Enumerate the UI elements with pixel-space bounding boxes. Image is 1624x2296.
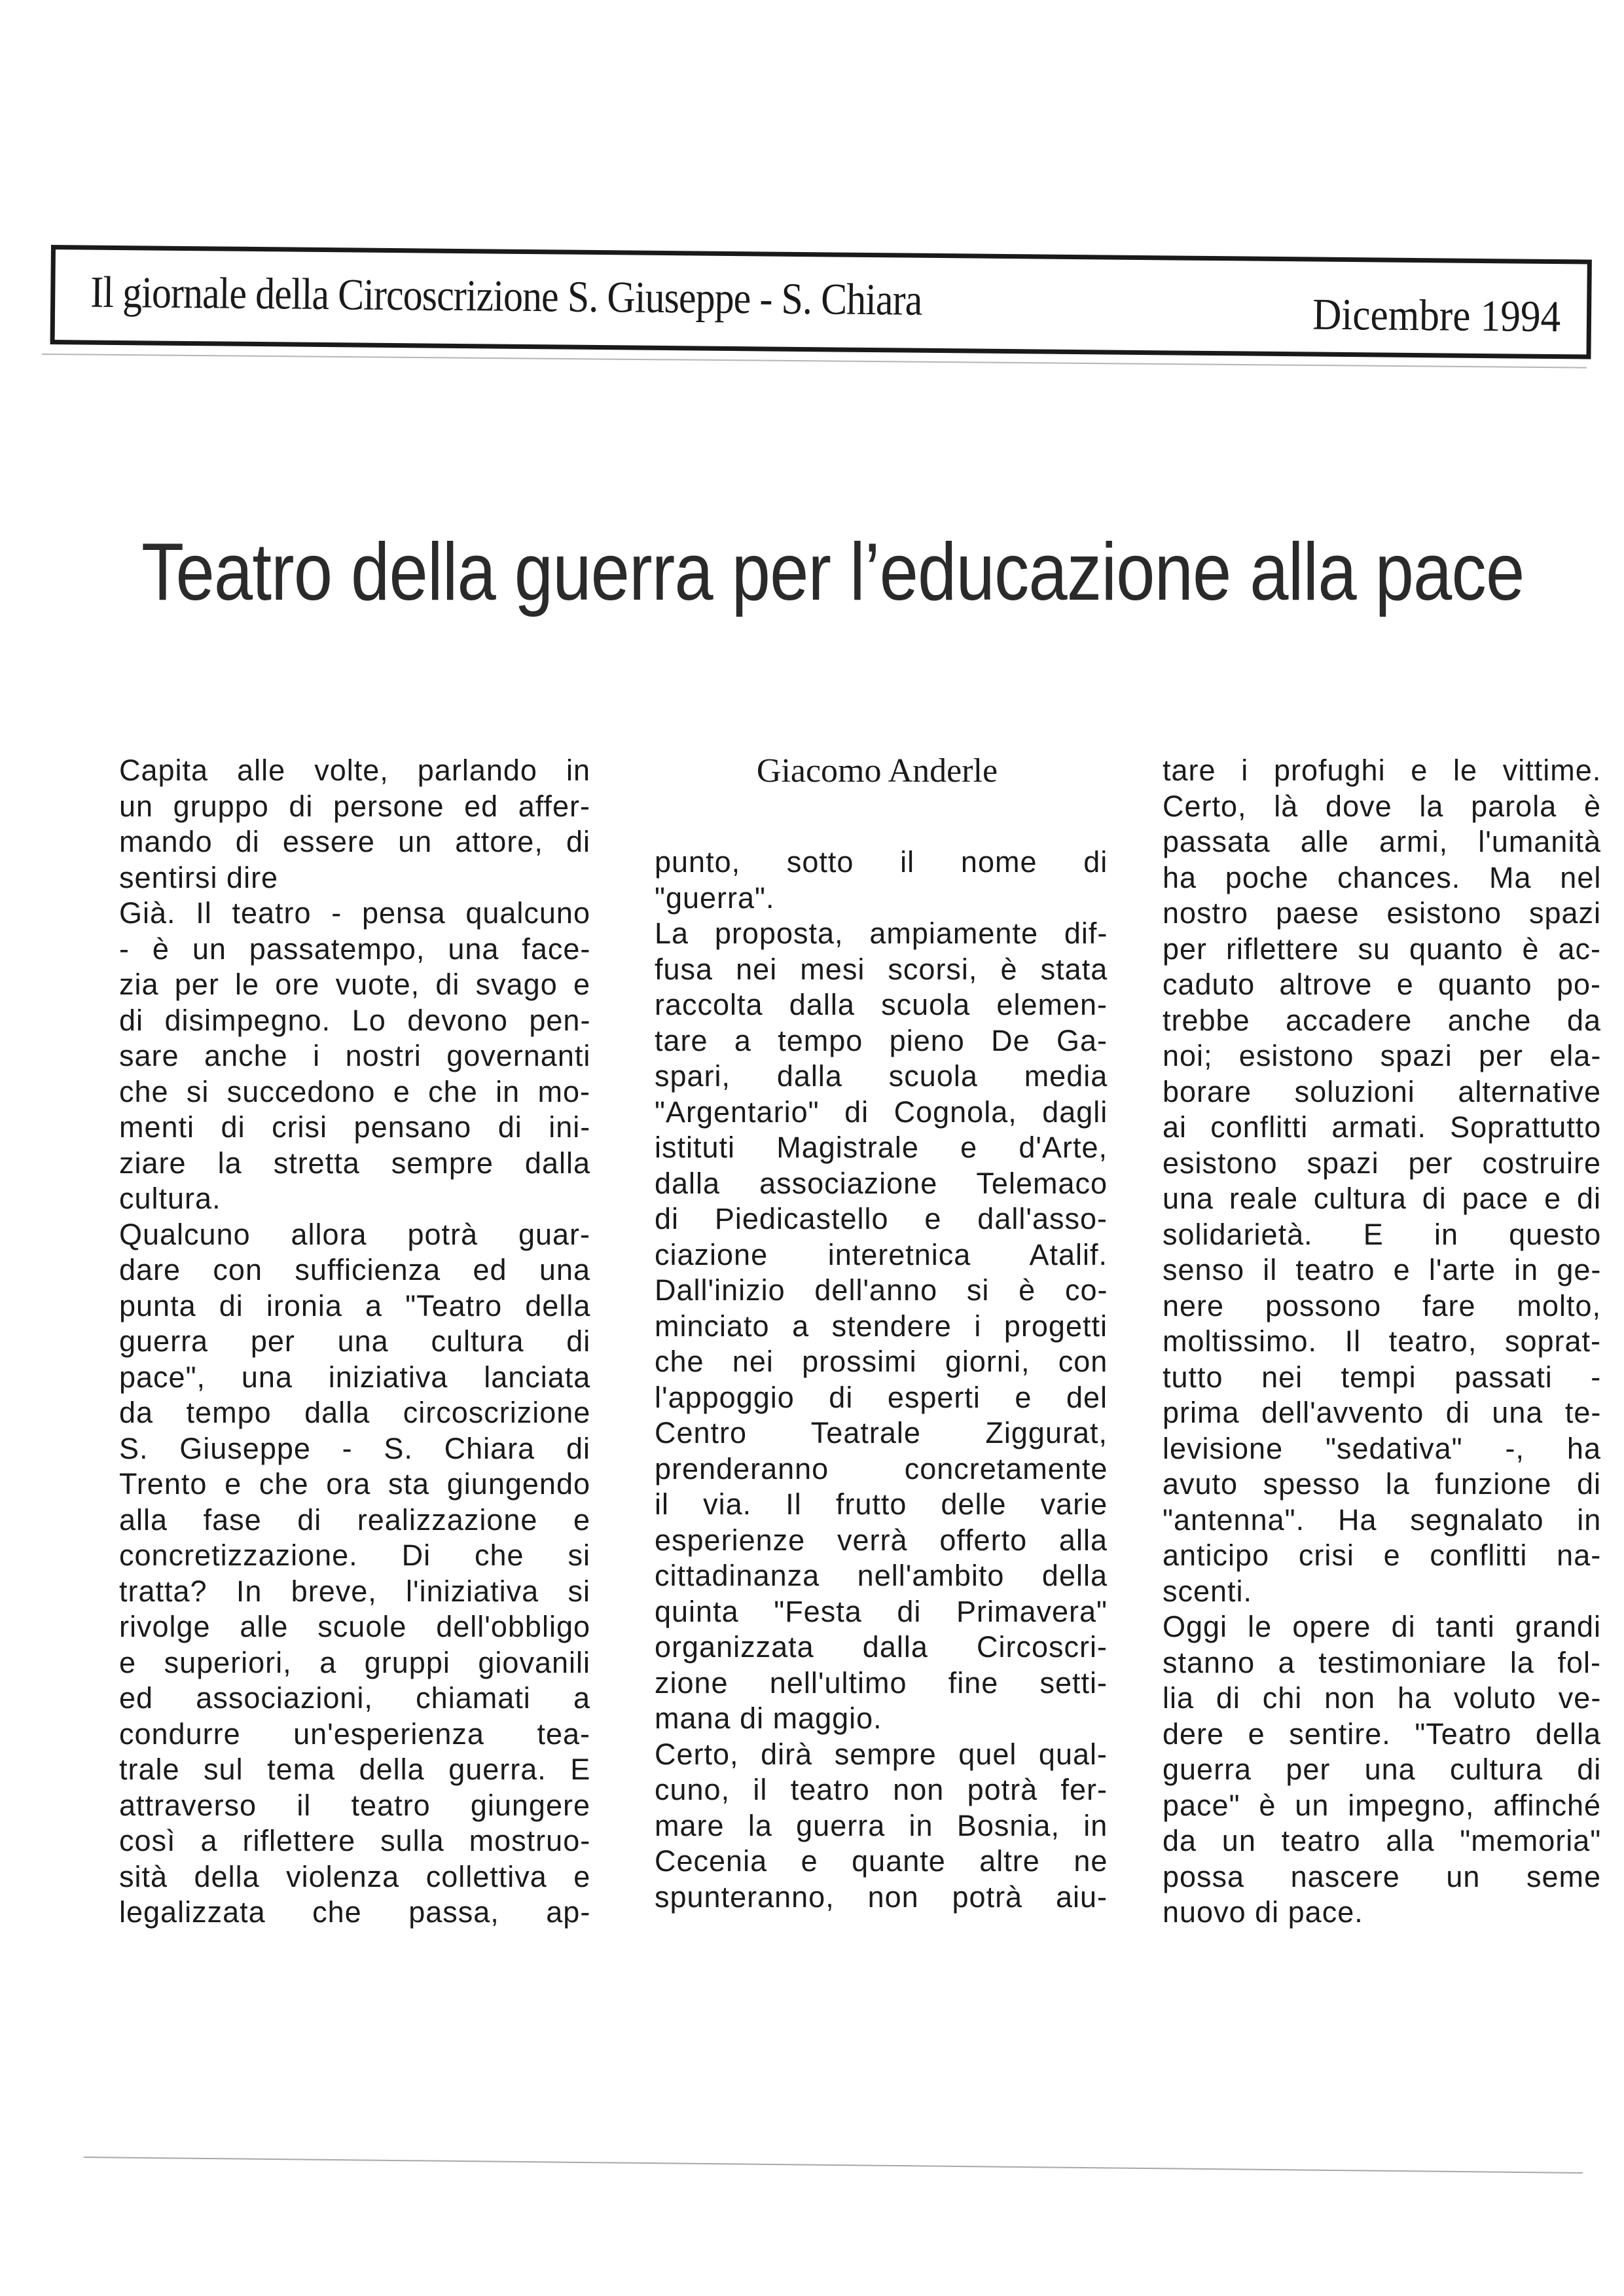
article-text-line: nuovo di pace. xyxy=(1163,1895,1363,1929)
article-text-line: Cecenia e quante altre ne xyxy=(655,1844,1108,1878)
article-text-line: mando di essere un attore, di xyxy=(119,825,590,858)
article-text-line: avuto spesso la funzione di xyxy=(1163,1467,1601,1501)
article-text-line: sare anche i nostri governanti xyxy=(119,1039,591,1072)
article-text-line: dare con sufficienza ed una xyxy=(119,1253,590,1286)
article-text-line: mare la guerra in Bosnia, in xyxy=(655,1808,1108,1842)
article-text-line: ha poche chances. Ma nel xyxy=(1163,860,1602,894)
article-text-line: solidarietà. E in questo xyxy=(1163,1217,1602,1251)
article-text-line: tutto nei tempi passati - xyxy=(1163,1360,1602,1394)
article-text-line: prima dell'avvento di una te- xyxy=(1163,1396,1602,1429)
article-text-line: nere possono fare molto, xyxy=(1163,1288,1601,1322)
article-text-line: ciazione interetnica Atalif. xyxy=(655,1237,1108,1271)
article-text-line: spunteranno, non potrà aiu- xyxy=(655,1880,1108,1914)
article-text-line: esperienze verrà offerto alla xyxy=(655,1523,1108,1557)
newspaper-title: Il giornale della Circoscrizione S. Giuseppe - S. Chiara xyxy=(90,266,922,325)
article-text-line: il via. Il frutto delle varie xyxy=(655,1487,1108,1521)
article-text-line: Centro Teatrale Ziggurat, xyxy=(655,1416,1108,1449)
article-text-line: l'appoggio di esperti e del xyxy=(655,1380,1108,1414)
article-text-line: esistono spazi per costruire xyxy=(1163,1146,1601,1180)
article-text-line: per riflettere su quanto è ac- xyxy=(1163,932,1601,966)
article-text-line: cuno, il teatro non potrà fer- xyxy=(655,1773,1108,1806)
article-text-line: pace", una iniziativa lanciata xyxy=(119,1360,591,1394)
article-text-line: stanno a testimoniare la fol- xyxy=(1163,1645,1601,1679)
article-text-line: concretizzazione. Di che si xyxy=(119,1539,590,1572)
article-text-line: - è un passatempo, una face- xyxy=(119,932,591,966)
article-text-line: così a riflettere sulla mostruo- xyxy=(119,1824,591,1857)
article-text-line: Certo, dirà sempre quel qual- xyxy=(655,1737,1108,1771)
masthead-box xyxy=(50,245,1592,359)
article-text-line: ai conflitti armati. Soprattutto xyxy=(1163,1110,1602,1144)
article-headline: Teatro della guerra per l’educazione alla pace xyxy=(141,527,1525,617)
article-text-line: e superiori, a gruppi giovanili xyxy=(119,1645,590,1679)
article-text-line: legalizzata che passa, ap- xyxy=(119,1895,591,1929)
article-text-line: Certo, là dove la parola è xyxy=(1163,789,1601,823)
article-text-line: mana di maggio. xyxy=(655,1702,882,1735)
article-text-line: nostro paese esistono spazi xyxy=(1163,896,1601,930)
article-text-line: spari, dalla scuola media xyxy=(655,1059,1108,1093)
article-text-line: condurre un'esperienza tea- xyxy=(119,1717,590,1751)
footer-divider xyxy=(84,2157,1583,2174)
article-text-line: menti di crisi pensano di ini- xyxy=(119,1110,591,1144)
article-text-line: da un teatro alla "memoria" xyxy=(1163,1824,1602,1857)
article-column-2 xyxy=(655,845,1108,1915)
article-text-line: istituti Magistrale e d'Arte, xyxy=(655,1131,1108,1164)
article-text-line: alla fase di realizzazione e xyxy=(119,1503,590,1537)
article-text-line: senso il teatro e l'arte in ge- xyxy=(1163,1253,1602,1286)
article-text-line: attraverso il teatro giungere xyxy=(119,1788,590,1822)
article-text-line: passata alle armi, l'umanità xyxy=(1163,825,1601,858)
article-text-line: quinta "Festa di Primavera" xyxy=(655,1594,1108,1628)
article-text-line: dere e sentire. "Teatro della xyxy=(1163,1717,1601,1751)
article-text-line: noi; esistono spazi per ela- xyxy=(1163,1039,1602,1072)
article-text-line: Qualcuno allora potrà guar- xyxy=(119,1217,590,1251)
article-text-line: anticipo crisi e conflitti na- xyxy=(1163,1539,1602,1572)
article-text-line: possa nascere un seme xyxy=(1163,1859,1601,1893)
article-text-line: che si succedono e che in mo- xyxy=(119,1074,590,1108)
article-text-line: "antenna". Ha segnalato in xyxy=(1163,1503,1602,1537)
article-text-line: da tempo dalla circoscrizione xyxy=(119,1396,591,1429)
article-text-line: moltissimo. Il teatro, soprat- xyxy=(1163,1324,1601,1358)
article-text-line: guerra per una cultura di xyxy=(1163,1753,1602,1786)
article-text-line: fusa nei mesi scorsi, è stata xyxy=(655,952,1108,986)
article-text-line: tratta? In breve, l'iniziativa si xyxy=(119,1574,590,1608)
article-text-line: tare a tempo pieno De Ga- xyxy=(655,1023,1108,1057)
article-text-line: "guerra". xyxy=(655,881,775,915)
article-text-line: Trento e che ora sta giungendo xyxy=(119,1467,590,1501)
article-text-line: sentirsi dire xyxy=(119,860,279,894)
article-text-line: minciato a stendere i progetti xyxy=(655,1309,1108,1343)
article-text-line: "Argentario" di Cognola, dagli xyxy=(655,1095,1108,1129)
article-text-line: una reale cultura di pace e di xyxy=(1163,1182,1601,1215)
article-text-line: caduto altrove e quanto po- xyxy=(1163,968,1601,1001)
article-text-line: sità della violenza collettiva e xyxy=(119,1859,591,1893)
author-byline: Giacomo Anderle xyxy=(756,752,998,790)
article-text-line: zione nell'ultimo fine setti- xyxy=(655,1666,1108,1700)
article-text-line: trale sul tema della guerra. E xyxy=(119,1753,591,1786)
article-text-line: dalla associazione Telemaco xyxy=(655,1166,1108,1200)
article-text-line: Già. Il teatro - pensa qualcuno xyxy=(119,896,590,930)
article-text-line: un gruppo di persone ed affer- xyxy=(119,789,590,823)
article-text-line: scenti. xyxy=(1163,1574,1253,1608)
article-text-line: di disimpegno. Lo devono pen- xyxy=(119,1003,591,1037)
article-text-line: Oggi le opere di tanti grandi xyxy=(1163,1610,1601,1643)
article-text-line: trebbe accadere anche da xyxy=(1163,1003,1601,1037)
article-text-line: di Piedicastello e dall'asso- xyxy=(655,1202,1108,1235)
article-text-line: organizzata dalla Circoscri- xyxy=(655,1630,1108,1664)
article-text-line: raccolta dalla scuola elemen- xyxy=(655,988,1108,1021)
article-text-line: borare soluzioni alternative xyxy=(1163,1074,1601,1108)
article-column-1 xyxy=(119,753,590,1931)
article-text-line: Dall'inizio dell'anno si è co- xyxy=(655,1273,1108,1307)
article-text-line: cultura. xyxy=(119,1182,221,1215)
article-text-line: Capita alle volte, parlando in xyxy=(119,754,590,787)
article-text-line: zia per le ore vuote, di svago e xyxy=(119,968,590,1001)
article-text-line: punta di ironia a "Teatro della xyxy=(119,1288,591,1322)
article-text-line: prenderanno concretamente xyxy=(655,1451,1108,1485)
article-text-line: S. Giuseppe - S. Chiara di xyxy=(119,1431,590,1465)
article-text-line: guerra per una cultura di xyxy=(119,1324,591,1358)
article-text-line: pace" è un impegno, affinché xyxy=(1163,1788,1601,1822)
article-text-line: ed associazioni, chiamati a xyxy=(119,1681,590,1715)
article-text-line: La proposta, ampiamente dif- xyxy=(655,917,1108,950)
article-text-line: che nei prossimi giorni, con xyxy=(655,1345,1108,1378)
article-text-line: levisione "sedativa" -, ha xyxy=(1163,1431,1601,1465)
article-text-line: ziare la stretta sempre dalla xyxy=(119,1146,590,1180)
article-text-line: rivolge alle scuole dell'obbligo xyxy=(119,1610,590,1643)
article-text-line: cittadinanza nell'ambito della xyxy=(655,1559,1108,1592)
article-text-line: lia di chi non ha voluto ve- xyxy=(1163,1681,1602,1715)
article-text-line: punto, sotto il nome di xyxy=(655,845,1108,879)
article-column-3 xyxy=(1163,753,1601,1931)
issue-date: Dicembre 1994 xyxy=(1312,289,1561,342)
article-text-line: tare i profughi e le vittime. xyxy=(1163,754,1602,787)
